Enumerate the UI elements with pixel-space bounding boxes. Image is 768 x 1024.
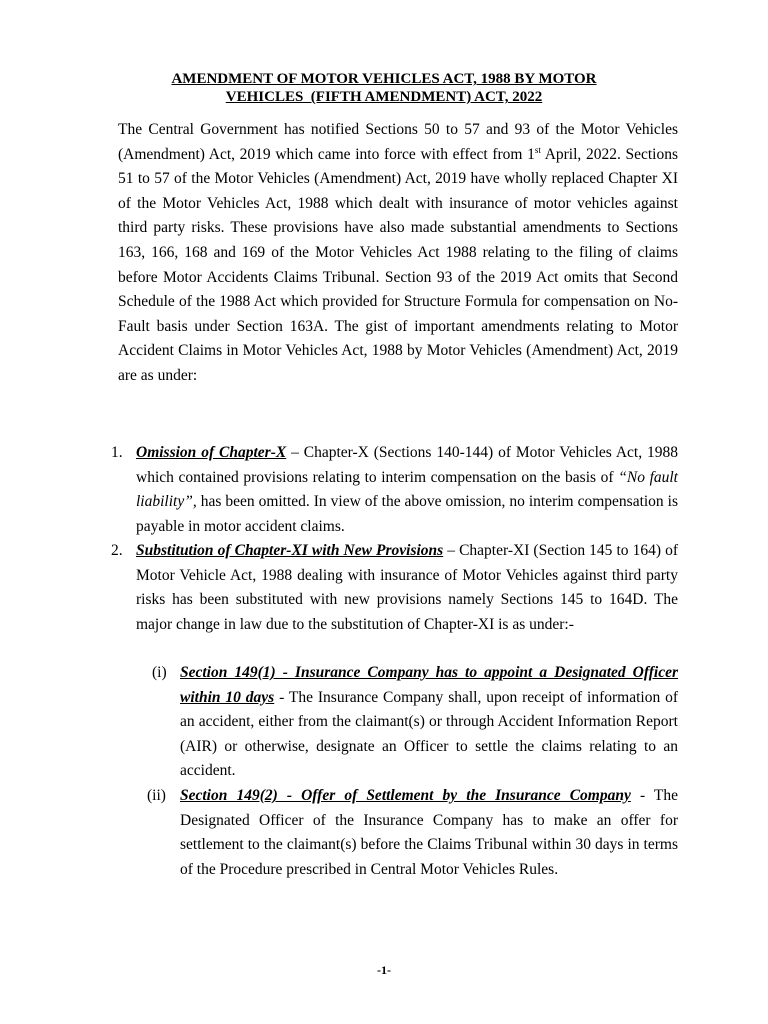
- item-2-paragraph: [136, 539, 678, 637]
- intro-superscript: st: [534, 144, 541, 155]
- subitem-1-heading: Section 149(1) - Insurance Company has to appoint a Designated Officer within 10 days: [180, 664, 678, 706]
- subitem-1-paragraph: [180, 661, 678, 784]
- item-1-number: 1.: [111, 444, 123, 461]
- item-2-text: – Chapter-XI (Section 145 to 164) of Motor Vehicle Act, 1988 dealing with insurance of Motor Vehicles against third party risks has been substituted with new provisions namely Sections 145 to 164D. The major change in law due to the substitution of Chapter-XI is as under:-: [136, 542, 678, 633]
- item-1-italic: “No fault liability”,: [136, 468, 678, 511]
- item-2-heading: Substitution of Chapter-XI with New Provisions: [136, 542, 444, 559]
- item-1-text-b: has been omitted. In view of the above omission, no interim compensation is payable in motor accident claims.: [136, 493, 678, 535]
- subitem-2-paragraph: [180, 784, 678, 882]
- subitem-1-text: - The Insurance Company shall, upon receipt of information of an accident, either from the claimant(s) or through Accident Information Report (AIR) or otherwise, designate an Officer to settle the claims relating to an accident.: [180, 688, 679, 780]
- subitem-1-number: (i): [152, 664, 167, 681]
- subitem-2-heading: Section 149(2) - Offer of Settlement by the Insurance Company: [180, 787, 631, 804]
- page-number: -1-: [377, 963, 391, 977]
- item-1-heading: Omission of Chapter-X: [136, 444, 287, 461]
- subitem-2-number: (ii): [147, 787, 166, 804]
- item-1-text-a: – Chapter-X (Sections 140-144) of Motor Vehicles Act, 1988 which contained provisions relating to interim compensation on the basis of: [136, 444, 678, 486]
- document-title: [100, 70, 668, 106]
- subitem-2-text: - The Designated Officer of the Insurance Company has to make an offer for settlement to the claimant(s) before the Claims Tribunal within 30 days in terms of the Procedure prescribed in Central Motor Vehicles Rules.: [180, 787, 679, 878]
- intro-paragraph: [118, 118, 678, 389]
- title-line-1: AMENDMENT OF MOTOR VEHICLES ACT, 1988 BY MOTOR: [171, 71, 597, 87]
- item-2-number: 2.: [111, 542, 123, 559]
- title-line-2: VEHICLES (FIFTH AMENDMENT) ACT, 2022: [225, 89, 543, 105]
- item-1-paragraph: [136, 441, 678, 539]
- intro-text-2: April, 2022. Sections 51 to 57 of the Motor Vehicles (Amendment) Act, 2019 have wholly replaced Chapter XI of the Motor Vehicles Act, 1988 which dealt with insurance of motor vehicles against third party risks. These provisions have also made substantial amendments to Sections 163, 166, 168 and 169 of the Motor Vehicles Act 1988 relating to the filing of claims before Motor Accidents Claims Tribunal. Section 93 of the 2019 Act omits that Second Schedule of the 1988 Act which provided for Structure Formula for compensation on No-Fault basis under Section 163A. The gist of important amendments relating to Motor Accident Claims in Motor Vehicles Act, 1988 by Motor Vehicles (Amendment) Act, 2019 are as under:: [118, 145, 679, 384]
- intro-text-1: The Central Government has notified Sections 50 to 57 and 93 of the Motor Vehicles (Amendment) Act, 2019 which came into force with effect from 1: [118, 121, 678, 163]
